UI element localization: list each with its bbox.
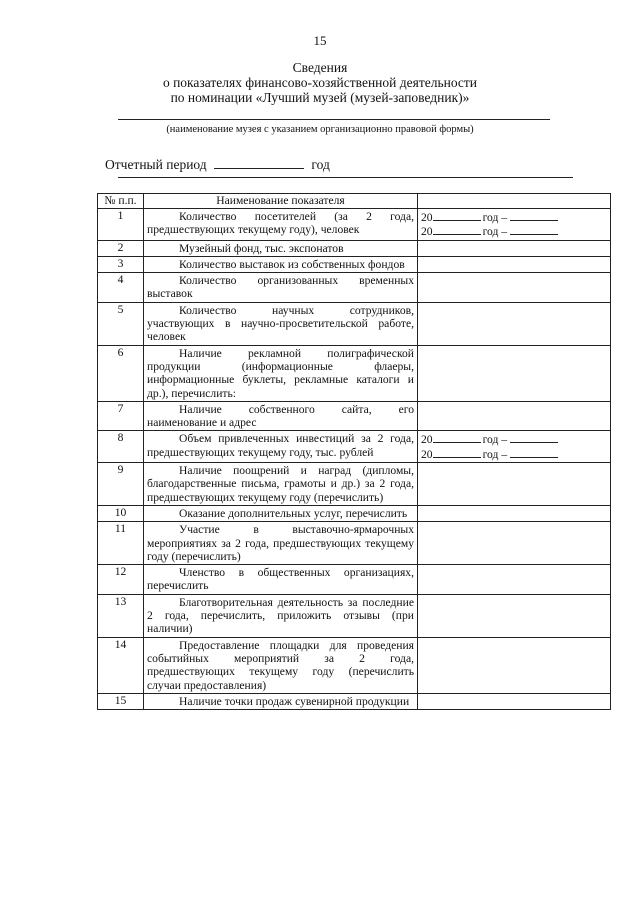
row-number: 10 — [98, 505, 144, 521]
table-row — [98, 401, 611, 431]
value-blank[interactable] — [510, 224, 558, 235]
indicator-cell — [144, 209, 418, 241]
indicator-cell — [144, 565, 418, 595]
title-line: о показателях финансово-хозяйственной деятельности — [162, 75, 478, 90]
indicator-cell — [144, 505, 418, 521]
row-number: 1 — [98, 209, 144, 241]
table-row — [98, 345, 611, 401]
table-row — [98, 505, 611, 521]
indicator-text: Членство в общественных организациях, перечислить — [147, 566, 414, 593]
row-number: 8 — [98, 431, 144, 463]
year-prefix: 20 — [421, 225, 433, 239]
title-line: Сведения — [292, 60, 348, 75]
indicator-cell — [144, 431, 418, 463]
indicator-text: Количество научных сотрудников, участвующих в научно-просветительской работе, человек — [147, 303, 414, 344]
value-cell[interactable] — [418, 209, 611, 241]
indicator-cell — [144, 522, 418, 565]
document-title — [0, 60, 640, 105]
value-cell[interactable] — [418, 302, 611, 345]
year-entry-line[interactable] — [421, 210, 607, 224]
value-blank[interactable] — [510, 432, 558, 443]
title-line: по номинации «Лучший музей (музей-заповедник)» — [170, 90, 470, 105]
indicator-text: Музейный фонд, тыс. экспонатов — [179, 241, 344, 255]
indicator-cell — [144, 345, 418, 401]
indicator-text: Участие в выставочно-ярмарочных мероприятиях за 2 года, предшествующих текущему году (перечислить) — [147, 523, 414, 563]
year-blank[interactable] — [433, 224, 481, 235]
table-row — [98, 565, 611, 595]
indicator-cell — [144, 401, 418, 431]
table-header-row — [98, 194, 611, 209]
row-number: 14 — [98, 637, 144, 693]
table-row — [98, 637, 611, 693]
row-number: 11 — [98, 522, 144, 565]
value-cell[interactable] — [418, 505, 611, 521]
year-suffix: год – — [482, 225, 508, 239]
indicator-text: Предоставление площадки для проведения событийных мероприятий за 2 года, предшествующих текущему году (перечислить случаи предоставления) — [147, 638, 414, 692]
period-blank-field[interactable] — [214, 156, 304, 169]
value-cell[interactable] — [418, 256, 611, 272]
indicator-text: Наличие собственного сайта, его наименование и адрес — [147, 402, 414, 430]
indicator-cell — [144, 693, 418, 709]
indicator-text: Количество организованных временных выставок — [147, 274, 414, 301]
indicator-cell — [144, 637, 418, 693]
row-number: 9 — [98, 463, 144, 506]
year-blank[interactable] — [433, 432, 481, 443]
indicator-text: Количество выставок из собственных фондов — [179, 257, 405, 271]
year-blank[interactable] — [433, 447, 481, 458]
table-row — [98, 463, 611, 506]
value-cell[interactable] — [418, 273, 611, 303]
indicator-cell — [144, 256, 418, 272]
year-entry-line[interactable] — [421, 447, 607, 461]
row-number: 15 — [98, 693, 144, 709]
value-cell[interactable] — [418, 240, 611, 256]
indicator-text: Наличие точки продаж сувенирной продукции — [179, 694, 410, 708]
year-prefix: 20 — [421, 211, 433, 224]
museum-name-hint: (наименование музея с указанием организационно правовой формы) — [166, 124, 474, 135]
value-blank[interactable] — [510, 210, 558, 221]
period-label: Отчетный период — [105, 157, 207, 172]
indicators-table — [97, 193, 611, 710]
value-cell[interactable] — [418, 637, 611, 693]
row-number: 6 — [98, 345, 144, 401]
indicator-text: Объем привлеченных инвестиций за 2 года, предшествующих текущему году, тыс. рублей — [147, 432, 414, 459]
year-prefix: 20 — [421, 433, 433, 447]
value-cell[interactable] — [418, 463, 611, 506]
period-suffix: год — [311, 157, 330, 172]
reporting-period — [105, 156, 330, 173]
value-blank[interactable] — [510, 447, 558, 458]
value-cell[interactable] — [418, 431, 611, 463]
indicator-text: Оказание дополнительных услуг, перечислить — [179, 506, 408, 520]
indicator-cell — [144, 240, 418, 256]
indicator-text: Количество посетителей (за 2 года, предшествующих текущему году), человек — [147, 210, 414, 237]
indicator-cell — [144, 302, 418, 345]
indicator-text: Благотворительная деятельность за последние 2 года, перечислить, приложить отзывы (при наличии) — [147, 595, 414, 636]
table-row — [98, 522, 611, 565]
page-number: 15 — [313, 33, 327, 48]
header-indicator: Наименование показателя — [144, 194, 418, 209]
table-row — [98, 693, 611, 709]
row-number: 5 — [98, 302, 144, 345]
table-row — [98, 431, 611, 463]
value-cell[interactable] — [418, 693, 611, 709]
value-cell[interactable] — [418, 594, 611, 637]
indicator-cell — [144, 463, 418, 506]
indicator-text: Наличие рекламной полиграфической продукции (информационные флаеры, информационные буклеты, рекламные каталоги и др.), перечислить: — [147, 346, 414, 400]
year-suffix: год – — [482, 447, 508, 461]
year-entry-line[interactable] — [421, 432, 607, 446]
table-row — [98, 256, 611, 272]
header-number: № п.п. — [98, 194, 144, 209]
indicator-cell — [144, 273, 418, 303]
year-blank[interactable] — [433, 210, 481, 221]
museum-name-line[interactable] — [118, 119, 550, 120]
year-prefix: 20 — [421, 447, 433, 461]
year-entry-line[interactable] — [421, 224, 607, 238]
row-number: 12 — [98, 565, 144, 595]
row-number: 4 — [98, 273, 144, 303]
value-cell[interactable] — [418, 345, 611, 401]
indicator-text: Наличие поощрений и наград (дипломы, благодарственные письма, грамоты и др.) за 2 года, предшествующих текущему году (перечислить) — [147, 464, 414, 504]
header-value — [418, 194, 611, 209]
year-suffix: год – — [482, 433, 508, 447]
row-number: 13 — [98, 594, 144, 637]
row-number: 2 — [98, 240, 144, 256]
value-cell[interactable] — [418, 522, 611, 565]
table-row — [98, 240, 611, 256]
row-number: 3 — [98, 256, 144, 272]
year-suffix: год – — [482, 211, 508, 224]
value-cell[interactable] — [418, 401, 611, 431]
table-row — [98, 302, 611, 345]
table-row — [98, 273, 611, 303]
table-row — [98, 594, 611, 637]
row-number: 7 — [98, 401, 144, 431]
table-row — [98, 209, 611, 241]
value-cell[interactable] — [418, 565, 611, 595]
indicator-cell — [144, 594, 418, 637]
period-underline — [118, 177, 573, 178]
